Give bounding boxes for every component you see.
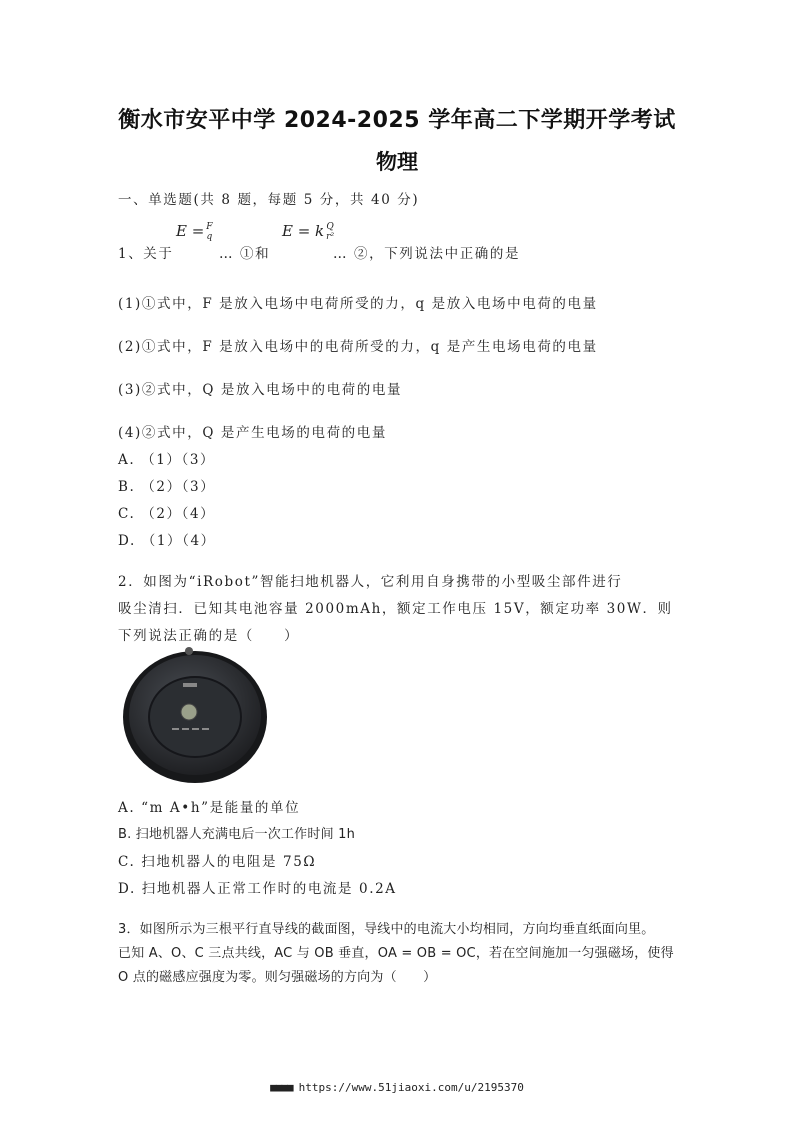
q3-line: 已知 A、O、C 三点共线，AC 与 OB 垂直，OA = OB = OC，若在空间施加一匀强磁场，使得 — [118, 946, 674, 961]
q1-option-d: D. （1）（4） — [118, 533, 216, 549]
footer-url[interactable]: https://www.51jiaoxi.com/u/2195370 — [298, 1081, 524, 1094]
q1-formula-1-den: q — [206, 232, 213, 242]
q2-option-b: B. 扫地机器人充满电后一次工作时间 1h — [118, 827, 356, 842]
robot-indicator — [182, 728, 189, 730]
footer — [0, 1081, 794, 1094]
q2-option-c: C. 扫地机器人的电阻是 75Ω — [118, 854, 317, 870]
page-title: 衡水市安平中学 2024-2025 学年高二下学期开学考试 — [118, 108, 676, 133]
q1-formula-1 — [176, 222, 213, 242]
q1-formula-2-num: Q — [326, 222, 334, 232]
q1-statement: (2)①式中，F 是放入电场中的电荷所受的力，q 是产生电场电荷的电量 — [118, 339, 598, 355]
q1-formula-2-den: r² — [326, 232, 335, 242]
q2-line: 吸尘清扫．已知其电池容量 2000mAh，额定工作电压 15V，额定功率 30W．则 — [118, 601, 673, 617]
q1-formula-2-fraction — [326, 222, 334, 242]
q1-formula-2 — [282, 222, 334, 242]
subject-heading: 物理 — [376, 150, 418, 174]
q1-formula-1-lhs: E = — [176, 222, 205, 240]
q3-line: 3．如图所示为三根平行直导线的截面图，导线中的电流大小均相同，方向均垂直纸面向里。 — [118, 922, 655, 937]
q1-statement: (3)②式中，Q 是放入电场中的电荷的电量 — [118, 382, 403, 398]
q1-mid-1: … ①和 — [219, 246, 271, 262]
q2-option-d: D. 扫地机器人正常工作时的电流是 0.2A — [118, 881, 397, 897]
robot-indicator — [192, 728, 199, 730]
footer-mark: ■■■■ — [270, 1081, 293, 1094]
q1-option-b: B. （2）（3） — [118, 479, 216, 495]
robot-logo — [183, 683, 197, 687]
q1-statement: (4)②式中，Q 是产生电场的电荷的电量 — [118, 425, 387, 441]
q1-option-a: A. （1）（3） — [118, 452, 216, 468]
robot-indicator — [202, 728, 209, 730]
q1-option-c: C. （2）（4） — [118, 506, 216, 522]
q2-line: 下列说法正确的是（ ） — [118, 628, 300, 644]
robot-clean-button — [181, 704, 197, 720]
section-heading: 一、单选题(共 8 题，每题 5 分，共 40 分) — [118, 192, 420, 208]
robot-indicator — [172, 728, 179, 730]
q2-option-a: A. “m A•h”是能量的单位 — [118, 800, 301, 816]
q1-statement: (1)①式中，F 是放入电场中电荷所受的力，q 是放入电场中电荷的电量 — [118, 296, 598, 312]
q3-line: O 点的磁感应强度为零。则匀强磁场的方向为（ ） — [118, 970, 437, 985]
q1-prefix: 1、关于 — [118, 246, 174, 262]
robot-sensor — [185, 647, 193, 655]
q1-formula-1-fraction — [206, 222, 212, 242]
q1-formula-1-num: F — [206, 222, 213, 232]
robot-vacuum-image — [120, 645, 270, 785]
q1-formula-2-lhs: E = k — [282, 222, 325, 240]
q1-mid-2: … ②，下列说法中正确的是 — [333, 246, 521, 262]
q2-line: 2．如图为“iRobot”智能扫地机器人，它利用自身携带的小型吸尘部件进行 — [118, 574, 623, 590]
